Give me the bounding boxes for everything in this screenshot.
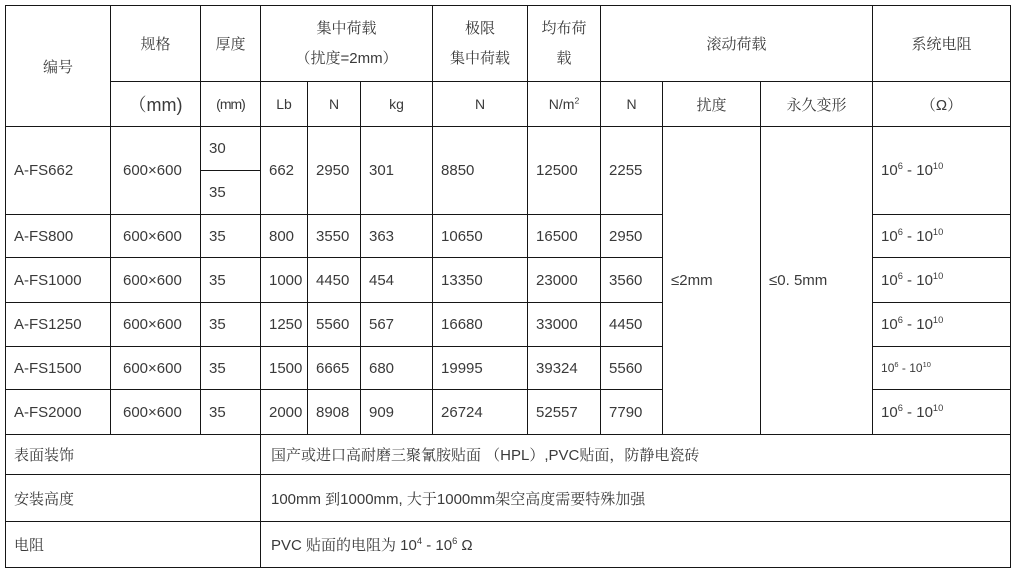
cell-n: 5560 xyxy=(308,303,361,347)
cell-spec: 600×600 xyxy=(111,127,201,215)
cell-thickness: 35 xyxy=(201,347,261,390)
res-sep: - xyxy=(902,316,917,333)
table-row xyxy=(6,127,1011,171)
header-kg-unit: kg xyxy=(361,82,433,127)
cell-kg: 301 xyxy=(361,127,433,215)
cell-lb: 662 xyxy=(261,127,308,215)
cell-spec: 600×600 xyxy=(111,215,201,258)
res-sep: - xyxy=(902,227,917,245)
cell-uniform: 16500 xyxy=(528,215,601,258)
res-base2: 10 xyxy=(916,316,933,333)
cell-n: 4450 xyxy=(308,258,361,303)
cell-lb: 1500 xyxy=(261,347,308,390)
cell-resistance xyxy=(873,390,1011,435)
cell-model: A-FS2000 xyxy=(6,390,111,435)
res-base2: 10 xyxy=(916,403,933,421)
header-thickness: 厚度 xyxy=(201,6,261,82)
res-base1: 10 xyxy=(881,361,895,375)
cell-resistance xyxy=(873,215,1011,258)
cell-kg: 454 xyxy=(361,258,433,303)
footer-row-resistance xyxy=(6,522,1011,568)
footer-value xyxy=(261,522,1011,568)
res-base2: 10 xyxy=(916,271,933,289)
header-concentrated-load-line2: （扰度=2mm） xyxy=(295,49,398,67)
cell-spec: 600×600 xyxy=(111,258,201,303)
cell-ultimate: 16680 xyxy=(433,303,528,347)
res-sep: - xyxy=(898,361,910,375)
cell-uniform: 33000 xyxy=(528,303,601,347)
cell-kg: 567 xyxy=(361,303,433,347)
footer-res-exp2: 6 xyxy=(452,536,458,546)
cell-rolling-n: 3560 xyxy=(601,258,663,303)
cell-n: 2950 xyxy=(308,127,361,215)
cell-rolling-n: 5560 xyxy=(601,347,663,390)
cell-rolling-n: 7790 xyxy=(601,390,663,435)
res-base1: 10 xyxy=(881,227,898,245)
cell-n: 6665 xyxy=(308,347,361,390)
cell-ultimate: 8850 xyxy=(433,127,528,215)
header-concentrated-load xyxy=(261,6,433,82)
res-exp2: 10 xyxy=(922,360,931,369)
res-base1: 10 xyxy=(881,403,898,421)
footer-res-p1: PVC 贴面的电阻为 10 xyxy=(271,537,417,554)
header-uniform-load xyxy=(528,6,601,82)
cell-resistance xyxy=(873,127,1011,215)
cell-model: A-FS662 xyxy=(6,127,111,215)
res-exp2: 10 xyxy=(932,161,944,171)
cell-model: A-FS1250 xyxy=(6,303,111,347)
cell-uniform: 52557 xyxy=(528,390,601,435)
res-base2: 10 xyxy=(909,361,923,375)
footer-label: 电阻 xyxy=(6,522,261,568)
cell-lb: 2000 xyxy=(261,390,308,435)
cell-kg: 909 xyxy=(361,390,433,435)
cell-spec: 600×600 xyxy=(111,303,201,347)
cell-rolling-n: 4450 xyxy=(601,303,663,347)
footer-res-exp1: 4 xyxy=(416,536,423,546)
header-ultimate-load xyxy=(433,6,528,82)
cell-spec: 600×600 xyxy=(111,347,201,390)
res-exp1: 6 xyxy=(897,270,903,281)
cell-permanent-deformation-value: ≤0. 5mm xyxy=(761,127,873,435)
cell-uniform: 23000 xyxy=(528,258,601,303)
footer-value: 国产或进口高耐磨三聚氰胺贴面 （HPL）,PVC贴面，防静电瓷砖 xyxy=(261,435,1011,475)
res-base1: 10 xyxy=(881,271,898,289)
res-sep: - xyxy=(902,162,917,179)
header-thickness-unit: (mm) xyxy=(201,82,261,127)
header-ultimate-load-line2: 集中荷载 xyxy=(450,49,511,67)
res-exp1: 6 xyxy=(897,315,903,325)
header-ultimate-unit: N xyxy=(433,82,528,127)
header-n-unit: N xyxy=(308,82,361,127)
header-lb-unit: Lb xyxy=(261,82,308,127)
res-exp2: 10 xyxy=(932,315,944,325)
footer-res-p2: - 10 xyxy=(422,537,453,554)
header-spec-unit: （mm) xyxy=(111,82,201,127)
uniform-unit-sup: 2 xyxy=(574,95,580,106)
cell-deflection-value: ≤2mm xyxy=(663,127,761,435)
header-resistance-unit: （Ω） xyxy=(873,82,1011,127)
footer-label: 表面装饰 xyxy=(6,435,261,475)
res-base2: 10 xyxy=(916,227,933,245)
cell-resistance xyxy=(873,258,1011,303)
cell-thickness-top: 30 xyxy=(201,127,261,171)
res-exp2: 10 xyxy=(932,270,944,281)
cell-n: 3550 xyxy=(308,215,361,258)
footer-value: 100mm 到1000mm, 大于1000mm架空高度需要特殊加强 xyxy=(261,475,1011,522)
res-exp1: 6 xyxy=(897,161,903,171)
header-uniform-load-line2: 载 xyxy=(556,49,572,67)
header-row-1 xyxy=(6,6,1011,82)
res-exp2: 10 xyxy=(932,402,944,413)
res-base2: 10 xyxy=(916,162,933,179)
cell-ultimate: 13350 xyxy=(433,258,528,303)
footer-row-height xyxy=(6,475,1011,522)
header-uniform-unit xyxy=(528,82,601,127)
res-exp1: 6 xyxy=(897,226,903,237)
header-concentrated-load-line1: 集中荷载 xyxy=(316,19,377,37)
cell-kg: 363 xyxy=(361,215,433,258)
res-base1: 10 xyxy=(881,162,898,179)
res-sep: - xyxy=(902,403,917,421)
res-sep: - xyxy=(902,271,917,289)
cell-ultimate: 19995 xyxy=(433,347,528,390)
cell-thickness: 35 xyxy=(201,303,261,347)
header-rolling-n-unit: N xyxy=(601,82,663,127)
cell-resistance xyxy=(873,303,1011,347)
cell-spec: 600×600 xyxy=(111,390,201,435)
footer-row-surface xyxy=(6,435,1011,475)
header-rolling-load: 滚动荷载 xyxy=(601,6,873,82)
uniform-unit-base: N/m xyxy=(548,96,575,112)
header-spec: 规格 xyxy=(111,6,201,82)
spec-table xyxy=(5,5,1011,568)
cell-uniform: 12500 xyxy=(528,127,601,215)
header-deflection: 扰度 xyxy=(663,82,761,127)
cell-kg: 680 xyxy=(361,347,433,390)
cell-ultimate: 10650 xyxy=(433,215,528,258)
cell-ultimate: 26724 xyxy=(433,390,528,435)
cell-uniform: 39324 xyxy=(528,347,601,390)
res-exp1: 6 xyxy=(897,402,903,413)
cell-model: A-FS1500 xyxy=(6,347,111,390)
res-base1: 10 xyxy=(881,316,898,333)
cell-lb: 1250 xyxy=(261,303,308,347)
footer-res-p3: Ω xyxy=(457,537,473,554)
cell-thickness: 35 xyxy=(201,390,261,435)
cell-lb: 1000 xyxy=(261,258,308,303)
cell-resistance xyxy=(873,347,1011,390)
res-exp2: 10 xyxy=(932,226,944,237)
header-model: 编号 xyxy=(6,6,111,127)
cell-n: 8908 xyxy=(308,390,361,435)
cell-rolling-n: 2950 xyxy=(601,215,663,258)
header-row-2 xyxy=(6,82,1011,127)
cell-rolling-n: 2255 xyxy=(601,127,663,215)
cell-thickness: 35 xyxy=(201,258,261,303)
res-exp1: 6 xyxy=(894,360,899,369)
header-uniform-load-line1: 均布荷 xyxy=(541,19,587,37)
header-permanent-deformation: 永久变形 xyxy=(761,82,873,127)
cell-model: A-FS800 xyxy=(6,215,111,258)
cell-thickness-bottom: 35 xyxy=(201,171,261,215)
cell-model: A-FS1000 xyxy=(6,258,111,303)
header-ultimate-load-line1: 极限 xyxy=(465,19,496,37)
cell-thickness: 35 xyxy=(201,215,261,258)
cell-lb: 800 xyxy=(261,215,308,258)
header-system-resistance: 系统电阻 xyxy=(873,6,1011,82)
footer-label: 安装高度 xyxy=(6,475,261,522)
